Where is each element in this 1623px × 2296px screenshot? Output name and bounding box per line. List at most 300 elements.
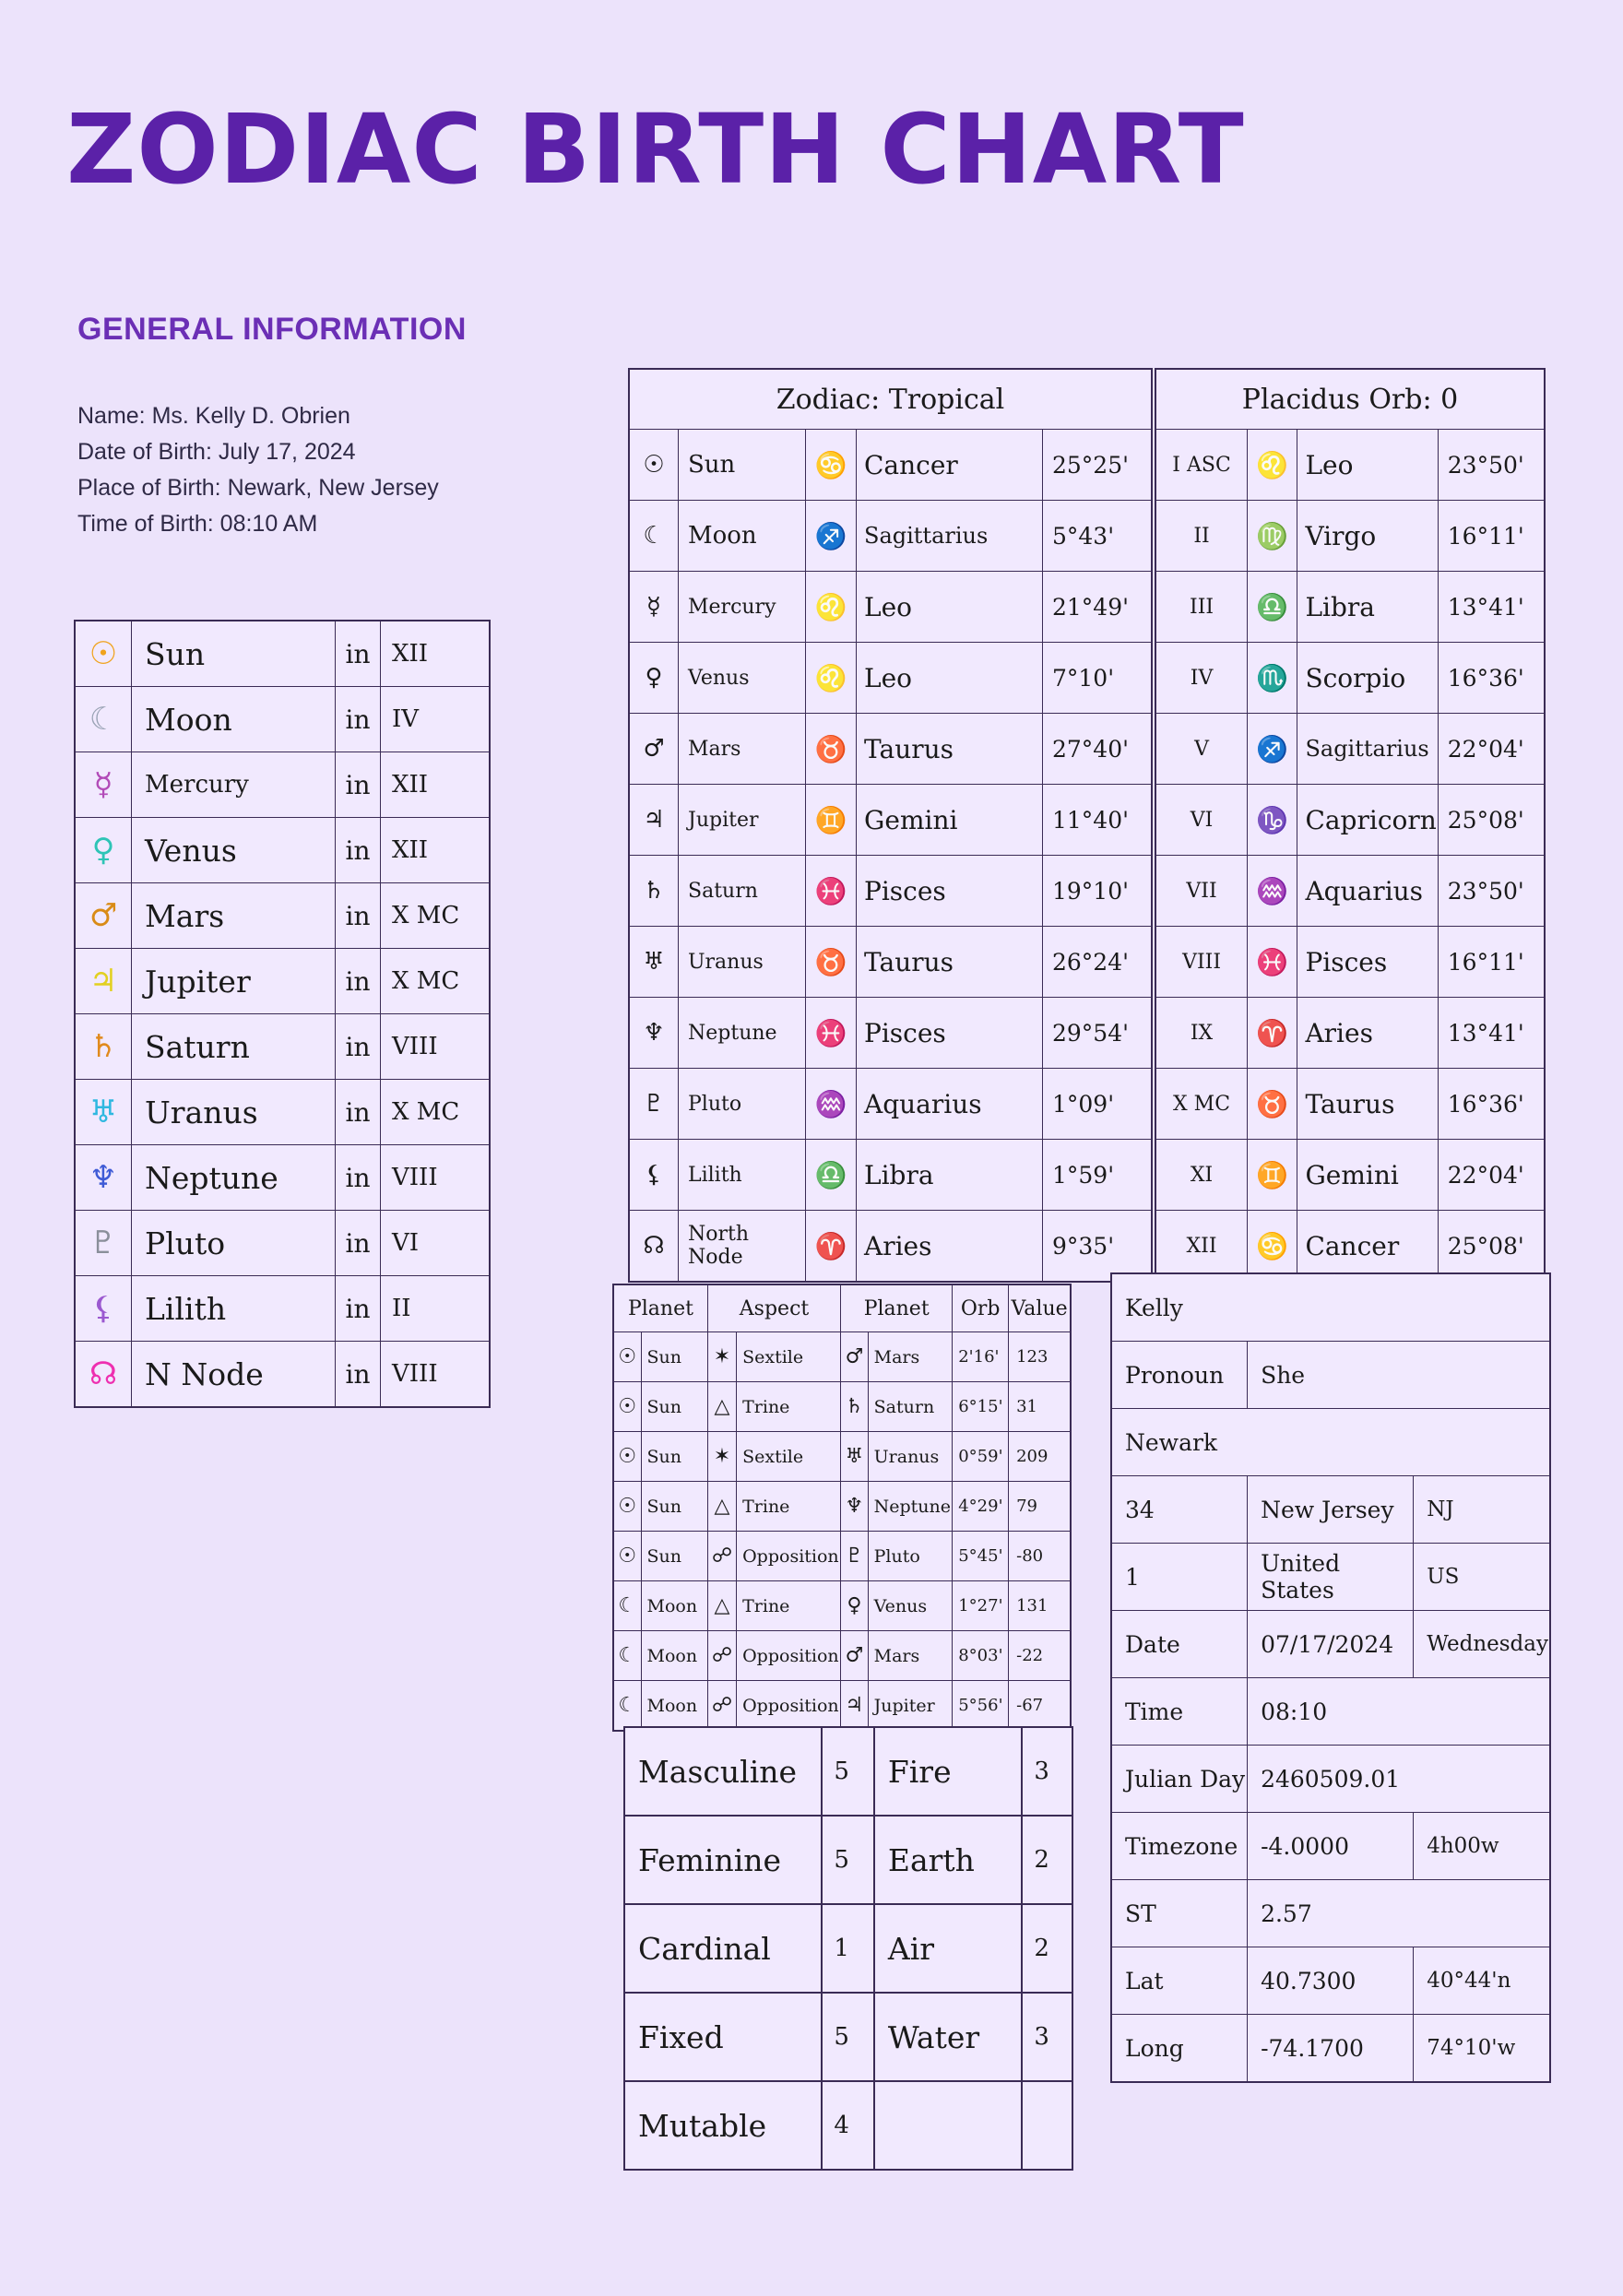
sign-name: Aries xyxy=(857,1211,1043,1283)
planet-name: Jupiter xyxy=(679,785,806,856)
aspect-glyph-icon: ✶ xyxy=(707,1332,736,1382)
degree-value: 25°08' xyxy=(1438,785,1545,856)
planet-glyph-icon: ♇ xyxy=(841,1532,869,1581)
general-information-heading: GENERAL INFORMATION xyxy=(77,312,467,347)
degree-value: 21°49' xyxy=(1043,572,1153,643)
planet-glyph-icon: ♅ xyxy=(629,927,679,998)
element-label: Earth xyxy=(874,1816,1022,1904)
sign-name: Sagittarius xyxy=(857,501,1043,572)
aspect-name: Sextile xyxy=(737,1332,841,1382)
table-row xyxy=(75,621,490,687)
planet-name: Neptune xyxy=(132,1145,336,1211)
degree-value: 16°11' xyxy=(1438,927,1545,998)
planet-name: Pluto xyxy=(868,1532,953,1581)
info-key: Lat xyxy=(1111,1947,1248,2015)
degree-value: 11°40' xyxy=(1043,785,1153,856)
info-key: Date xyxy=(1111,1611,1248,1678)
sign-glyph-icon: ♐ xyxy=(806,501,857,572)
table-row xyxy=(613,1432,1071,1482)
planet-name: Moon xyxy=(641,1631,707,1681)
aspects-table xyxy=(612,1284,1072,1732)
planet-name: Uranus xyxy=(132,1080,336,1145)
in-label: in xyxy=(336,883,381,949)
general-information-block xyxy=(77,398,439,542)
table-row xyxy=(75,818,490,883)
houses-table xyxy=(1155,368,1546,1283)
house-number: I ASC xyxy=(1155,430,1248,501)
planet-name: Neptune xyxy=(679,998,806,1069)
orb-value: 5°56' xyxy=(953,1681,1009,1732)
degree-value: 22°04' xyxy=(1438,714,1545,785)
table-row xyxy=(1155,998,1545,1069)
aspect-value: 31 xyxy=(1009,1382,1071,1432)
planet-name: Jupiter xyxy=(868,1681,953,1732)
info-key: 1 xyxy=(1111,1544,1248,1611)
planet-glyph-icon: ♃ xyxy=(629,785,679,856)
info-key: Long xyxy=(1111,2015,1248,2083)
degree-value: 25°08' xyxy=(1438,1211,1545,1283)
planet-name: Mars xyxy=(868,1332,953,1382)
table-row xyxy=(1111,1544,1550,1611)
info-extra: Wednesday xyxy=(1414,1611,1550,1678)
table-row xyxy=(1155,572,1545,643)
table-row xyxy=(1155,1140,1545,1211)
info-value: -4.0000 xyxy=(1248,1813,1414,1880)
info-key: 34 xyxy=(1111,1476,1248,1544)
planet-glyph-icon: ☿ xyxy=(75,752,132,818)
element-label: Fire xyxy=(874,1727,1022,1816)
sign-name: Pisces xyxy=(1297,927,1438,998)
aspect-name: Trine xyxy=(737,1581,841,1631)
aspect-name: Opposition xyxy=(737,1631,841,1681)
planet-glyph-icon: ♃ xyxy=(75,949,132,1014)
table-row xyxy=(75,1014,490,1080)
in-label: in xyxy=(336,1080,381,1145)
zodiac-positions-table xyxy=(628,368,1153,1283)
planet-name: Venus xyxy=(868,1581,953,1631)
sign-glyph-icon: ♒ xyxy=(1248,856,1297,927)
info-extra: 4h00w xyxy=(1414,1813,1550,1880)
degree-value: 23°50' xyxy=(1438,430,1545,501)
planet-name: Sun xyxy=(641,1332,707,1382)
sign-glyph-icon: ♓ xyxy=(806,998,857,1069)
orb-value: 1°27' xyxy=(953,1581,1009,1631)
planet-glyph-icon: ☾ xyxy=(613,1631,641,1681)
table-row xyxy=(629,856,1152,927)
table-row xyxy=(75,1342,490,1408)
table-row xyxy=(75,752,490,818)
table-row xyxy=(1155,430,1545,501)
planet-glyph-icon: ☾ xyxy=(629,501,679,572)
planet-glyph-icon: ♀ xyxy=(841,1581,869,1631)
table-row xyxy=(75,1276,490,1342)
in-label: in xyxy=(336,687,381,752)
planet-glyph-icon: ♂ xyxy=(75,883,132,949)
planet-name: N Node xyxy=(132,1342,336,1408)
planet-glyph-icon: ☉ xyxy=(629,430,679,501)
table-row xyxy=(1155,785,1545,856)
orb-value: 4°29' xyxy=(953,1482,1009,1532)
table-row xyxy=(75,1145,490,1211)
table-row xyxy=(1111,1476,1550,1544)
sign-glyph-icon: ♊ xyxy=(1248,1140,1297,1211)
planet-glyph-icon: ☾ xyxy=(613,1681,641,1732)
in-label: in xyxy=(336,818,381,883)
planet-glyph-icon: ♂ xyxy=(841,1332,869,1382)
quality-count: 5 xyxy=(822,1993,873,2081)
sign-glyph-icon: ♐ xyxy=(1248,714,1297,785)
sign-name: Taurus xyxy=(1297,1069,1438,1140)
planet-name: Moon xyxy=(132,687,336,752)
planet-name: Lilith xyxy=(132,1276,336,1342)
sign-name: Gemini xyxy=(1297,1140,1438,1211)
planet-glyph-icon: ☉ xyxy=(613,1432,641,1482)
house-number: VIII xyxy=(381,1145,491,1211)
table-row xyxy=(1155,856,1545,927)
native-name: Kelly xyxy=(1111,1273,1550,1342)
degree-value: 22°04' xyxy=(1438,1140,1545,1211)
planet-name: Mars xyxy=(132,883,336,949)
quality-label: Feminine xyxy=(624,1816,822,1904)
degree-value: 23°50' xyxy=(1438,856,1545,927)
sign-glyph-icon: ♑ xyxy=(1248,785,1297,856)
planet-name: Sun xyxy=(641,1482,707,1532)
city-name: Newark xyxy=(1111,1409,1550,1476)
table-row xyxy=(629,785,1152,856)
table-row xyxy=(1111,1409,1550,1476)
element-label: Water xyxy=(874,1993,1022,2081)
degree-value: 16°36' xyxy=(1438,1069,1545,1140)
info-value: 07/17/2024 xyxy=(1248,1611,1414,1678)
planet-name: Sun xyxy=(641,1432,707,1482)
planet-glyph-icon: ♆ xyxy=(75,1145,132,1211)
planet-glyph-icon: ♅ xyxy=(841,1432,869,1482)
qualities-elements-table xyxy=(623,1726,1073,2171)
degree-value: 13°41' xyxy=(1438,998,1545,1069)
degree-value: 19°10' xyxy=(1043,856,1153,927)
planet-glyph-icon: ☉ xyxy=(75,621,132,687)
table-row xyxy=(629,714,1152,785)
sign-name: Capricorn xyxy=(1297,785,1438,856)
info-extra: 74°10'w xyxy=(1414,2015,1550,2083)
planet-name: Pluto xyxy=(132,1211,336,1276)
houses-header-label: Placidus Orb: 0 xyxy=(1155,369,1545,430)
house-number: XII xyxy=(381,621,491,687)
in-label: in xyxy=(336,752,381,818)
table-row xyxy=(613,1382,1071,1432)
planet-name: Jupiter xyxy=(132,949,336,1014)
planet-glyph-icon: ⚸ xyxy=(75,1276,132,1342)
planet-glyph-icon: ♂ xyxy=(629,714,679,785)
planet-name: Lilith xyxy=(679,1140,806,1211)
house-number: II xyxy=(381,1276,491,1342)
planet-name: Sun xyxy=(641,1532,707,1581)
planet-glyph-icon: ☉ xyxy=(613,1382,641,1432)
aspect-value: 209 xyxy=(1009,1432,1071,1482)
name-line: Name: Ms. Kelly D. Obrien xyxy=(77,403,350,429)
planet-glyph-icon: ♃ xyxy=(841,1681,869,1732)
table-row xyxy=(1111,2015,1550,2083)
aspects-col-orb: Orb xyxy=(953,1284,1009,1332)
house-number: XII xyxy=(381,818,491,883)
planet-name: Neptune xyxy=(868,1482,953,1532)
zodiac-header-label: Zodiac: Tropical xyxy=(629,369,1152,430)
aspect-glyph-icon: ☍ xyxy=(707,1532,736,1581)
orb-value: 6°15' xyxy=(953,1382,1009,1432)
planet-name: Uranus xyxy=(868,1432,953,1482)
house-number: VIII xyxy=(381,1014,491,1080)
house-number: IV xyxy=(1155,643,1248,714)
info-value: 2.57 xyxy=(1248,1880,1550,1947)
planet-glyph-icon: ☿ xyxy=(629,572,679,643)
house-number: XI xyxy=(1155,1140,1248,1211)
sign-glyph-icon: ♋ xyxy=(1248,1211,1297,1283)
quality-count: 4 xyxy=(822,2081,873,2170)
aspects-col-planet2: Planet xyxy=(841,1284,953,1332)
house-number: VI xyxy=(1155,785,1248,856)
aspect-glyph-icon: ✶ xyxy=(707,1432,736,1482)
sign-glyph-icon: ♉ xyxy=(806,927,857,998)
orb-value: 5°45' xyxy=(953,1532,1009,1581)
planet-glyph-icon: ♄ xyxy=(629,856,679,927)
table-row xyxy=(629,927,1152,998)
planet-name: Venus xyxy=(679,643,806,714)
sign-glyph-icon: ♏ xyxy=(1248,643,1297,714)
table-row xyxy=(1155,1211,1545,1283)
sign-glyph-icon: ♉ xyxy=(806,714,857,785)
planet-glyph-icon: ♇ xyxy=(75,1211,132,1276)
table-row xyxy=(613,1482,1071,1532)
sign-name: Pisces xyxy=(857,998,1043,1069)
sign-glyph-icon: ♉ xyxy=(1248,1069,1297,1140)
table-row xyxy=(629,998,1152,1069)
in-label: in xyxy=(336,1211,381,1276)
native-info-table xyxy=(1110,1272,1551,2083)
degree-value: 26°24' xyxy=(1043,927,1153,998)
table-row xyxy=(613,1631,1071,1681)
quality-label: Masculine xyxy=(624,1727,822,1816)
table-row xyxy=(1111,1273,1550,1342)
sign-name: Sagittarius xyxy=(1297,714,1438,785)
planet-glyph-icon: ♆ xyxy=(629,998,679,1069)
degree-value: 5°43' xyxy=(1043,501,1153,572)
table-row xyxy=(613,1332,1071,1382)
table-row xyxy=(624,1993,1072,2081)
degree-value: 9°35' xyxy=(1043,1211,1153,1283)
element-label xyxy=(874,2081,1022,2170)
houses-table-header xyxy=(1155,369,1545,430)
table-row xyxy=(629,643,1152,714)
aspects-col-value: Value xyxy=(1009,1284,1071,1332)
table-row xyxy=(1111,1678,1550,1746)
table-row xyxy=(624,1727,1072,1816)
info-value: New Jersey xyxy=(1248,1476,1414,1544)
planet-name: North Node xyxy=(679,1211,806,1283)
table-row xyxy=(629,501,1152,572)
planet-name: Mercury xyxy=(679,572,806,643)
planet-name: Mars xyxy=(868,1631,953,1681)
quality-label: Mutable xyxy=(624,2081,822,2170)
sign-name: Taurus xyxy=(857,927,1043,998)
house-number: X MC xyxy=(381,1080,491,1145)
table-row xyxy=(624,2081,1072,2170)
pronoun-value: She xyxy=(1248,1342,1550,1409)
planet-name: Sun xyxy=(679,430,806,501)
table-row xyxy=(1111,1746,1550,1813)
sign-name: Libra xyxy=(857,1140,1043,1211)
table-row xyxy=(1155,714,1545,785)
aspect-value: -67 xyxy=(1009,1681,1071,1732)
table-row xyxy=(1111,1813,1550,1880)
sign-glyph-icon: ♓ xyxy=(806,856,857,927)
planet-name: Moon xyxy=(641,1681,707,1732)
aspect-name: Sextile xyxy=(737,1432,841,1482)
sign-glyph-icon: ♒ xyxy=(806,1069,857,1140)
house-number: IX xyxy=(1155,998,1248,1069)
sign-name: Aries xyxy=(1297,998,1438,1069)
element-label: Air xyxy=(874,1904,1022,1993)
house-number: IV xyxy=(381,687,491,752)
sign-name: Leo xyxy=(1297,430,1438,501)
aspect-value: -22 xyxy=(1009,1631,1071,1681)
info-value: -74.1700 xyxy=(1248,2015,1414,2083)
element-count: 2 xyxy=(1022,1816,1072,1904)
info-key: ST xyxy=(1111,1880,1248,1947)
sign-glyph-icon: ♎ xyxy=(1248,572,1297,643)
aspect-glyph-icon: ☍ xyxy=(707,1631,736,1681)
table-row xyxy=(629,1069,1152,1140)
info-value: 40.7300 xyxy=(1248,1947,1414,2015)
sign-glyph-icon: ♌ xyxy=(1248,430,1297,501)
sign-name: Scorpio xyxy=(1297,643,1438,714)
planet-name: Sun xyxy=(641,1382,707,1432)
sign-name: Pisces xyxy=(857,856,1043,927)
planet-glyph-icon: ♄ xyxy=(75,1014,132,1080)
planet-glyph-icon: ♀ xyxy=(629,643,679,714)
table-row xyxy=(624,1904,1072,1993)
quality-count: 1 xyxy=(822,1904,873,1993)
planet-glyph-icon: ☾ xyxy=(75,687,132,752)
table-row xyxy=(1155,927,1545,998)
table-row xyxy=(629,572,1152,643)
in-label: in xyxy=(336,949,381,1014)
aspect-name: Opposition xyxy=(737,1681,841,1732)
planet-glyph-icon: ☊ xyxy=(75,1342,132,1408)
planet-name: Saturn xyxy=(132,1014,336,1080)
table-row xyxy=(613,1581,1071,1631)
degree-value: 16°11' xyxy=(1438,501,1545,572)
aspect-name: Opposition xyxy=(737,1532,841,1581)
planet-glyph-icon: ♀ xyxy=(75,818,132,883)
planet-name: Venus xyxy=(132,818,336,883)
in-label: in xyxy=(336,621,381,687)
aspect-value: 131 xyxy=(1009,1581,1071,1631)
planet-name: Uranus xyxy=(679,927,806,998)
house-number: X MC xyxy=(381,949,491,1014)
table-row xyxy=(1111,1880,1550,1947)
aspect-name: Trine xyxy=(737,1382,841,1432)
degree-value: 16°36' xyxy=(1438,643,1545,714)
house-number: V xyxy=(1155,714,1248,785)
zodiac-table-header xyxy=(629,369,1152,430)
planet-glyph-icon: ♇ xyxy=(629,1069,679,1140)
table-row xyxy=(1155,1069,1545,1140)
planet-name: Sun xyxy=(132,621,336,687)
house-number: III xyxy=(1155,572,1248,643)
info-value: 08:10 xyxy=(1248,1678,1550,1746)
date-of-birth-line: Date of Birth: July 17, 2024 xyxy=(77,439,356,465)
degree-value: 29°54' xyxy=(1043,998,1153,1069)
aspect-glyph-icon: △ xyxy=(707,1382,736,1432)
table-row xyxy=(75,1080,490,1145)
house-number: X MC xyxy=(1155,1069,1248,1140)
info-key: Timezone xyxy=(1111,1813,1248,1880)
element-count: 3 xyxy=(1022,1727,1072,1816)
degree-value: 25°25' xyxy=(1043,430,1153,501)
planet-name: Mars xyxy=(679,714,806,785)
sign-name: Cancer xyxy=(857,430,1043,501)
sign-name: Cancer xyxy=(1297,1211,1438,1283)
pronoun-label: Pronoun xyxy=(1111,1342,1248,1409)
table-row xyxy=(75,949,490,1014)
aspects-header-row xyxy=(613,1284,1071,1332)
degree-value: 1°09' xyxy=(1043,1069,1153,1140)
table-row xyxy=(629,1211,1152,1283)
planet-name: Saturn xyxy=(868,1382,953,1432)
quality-label: Fixed xyxy=(624,1993,822,2081)
aspect-glyph-icon: △ xyxy=(707,1482,736,1532)
in-label: in xyxy=(336,1014,381,1080)
table-row xyxy=(75,687,490,752)
sign-glyph-icon: ♎ xyxy=(806,1140,857,1211)
page-title: ZODIAC BIRTH CHART xyxy=(66,93,1245,206)
degree-value: 27°40' xyxy=(1043,714,1153,785)
planet-glyph-icon: ☾ xyxy=(613,1581,641,1631)
place-of-birth-line: Place of Birth: Newark, New Jersey xyxy=(77,475,439,501)
sign-glyph-icon: ♍ xyxy=(1248,501,1297,572)
house-number: VIII xyxy=(1155,927,1248,998)
table-row xyxy=(1111,1611,1550,1678)
sign-glyph-icon: ♈ xyxy=(806,1211,857,1283)
aspects-col-planet1: Planet xyxy=(613,1284,707,1332)
quality-count: 5 xyxy=(822,1816,873,1904)
planet-glyph-icon: ☉ xyxy=(613,1332,641,1382)
house-number: VI xyxy=(381,1211,491,1276)
quality-count: 5 xyxy=(822,1727,873,1816)
table-row xyxy=(1111,1947,1550,2015)
orb-value: 8°03' xyxy=(953,1631,1009,1681)
planet-name: Mercury xyxy=(132,752,336,818)
planet-glyph-icon: ⚸ xyxy=(629,1140,679,1211)
house-number: VII xyxy=(1155,856,1248,927)
table-row xyxy=(1155,501,1545,572)
aspect-name: Trine xyxy=(737,1482,841,1532)
house-number: VIII xyxy=(381,1342,491,1408)
info-value: 2460509.01 xyxy=(1248,1746,1550,1813)
table-row xyxy=(75,883,490,949)
element-count: 3 xyxy=(1022,1993,1072,2081)
house-number: XII xyxy=(381,752,491,818)
planet-glyph-icon: ☉ xyxy=(613,1482,641,1532)
table-row xyxy=(1155,643,1545,714)
table-row xyxy=(629,430,1152,501)
sign-name: Aquarius xyxy=(1297,856,1438,927)
aspects-col-aspect: Aspect xyxy=(707,1284,840,1332)
element-count xyxy=(1022,2081,1072,2170)
in-label: in xyxy=(336,1342,381,1408)
degree-value: 7°10' xyxy=(1043,643,1153,714)
planet-name: Moon xyxy=(641,1581,707,1631)
